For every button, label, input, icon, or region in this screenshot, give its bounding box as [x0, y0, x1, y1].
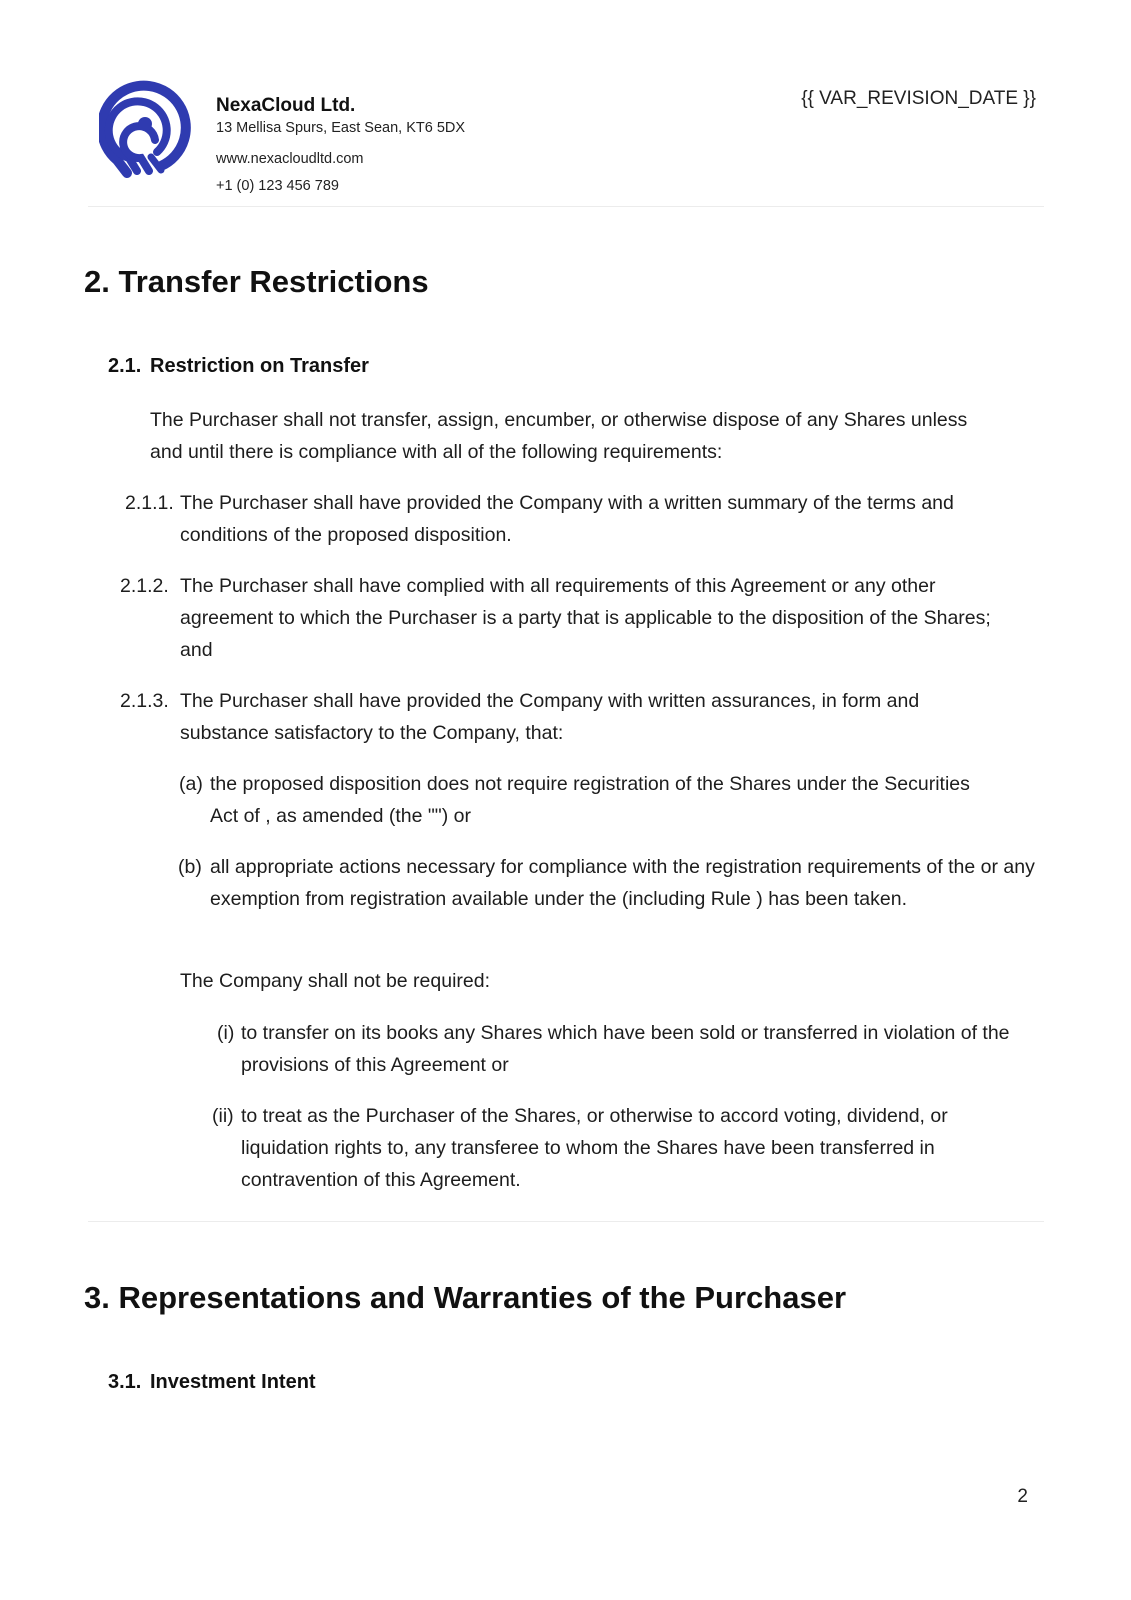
clause-marker: (a): [179, 773, 203, 795]
section-divider: [88, 1221, 1044, 1222]
subsection-3-1-heading: [108, 1371, 316, 1394]
clause-marker: 2.1.2.: [120, 575, 169, 597]
clause-marker: (i): [217, 1022, 235, 1044]
section-3-title: 3. Representations and Warranties of the Purchaser: [84, 1280, 847, 1315]
clause-text: The Purchaser shall have complied with all requirements of this Agreement or any other agreement to which the Purchaser is a party that is applicable to the disposition of the Shares; and: [180, 575, 991, 661]
clause-2-1-3-a: [179, 768, 980, 832]
clause-text: the proposed disposition does not require registration of the Shares under the Securities Act of , as amended (the "") or: [210, 773, 970, 827]
clause-marker: 2.1.3.: [120, 690, 169, 712]
subsection-3-1-title: Investment Intent: [150, 1371, 316, 1393]
clause-2-1-3-b: [178, 851, 1040, 915]
section-2-title: 2. Transfer Restrictions: [84, 264, 429, 299]
subsection-2-1-heading: [108, 355, 369, 378]
clause-text: The Purchaser shall have provided the Company with written assurances, in form and substance satisfactory to the Company, that:: [180, 690, 920, 744]
clause-marker: (b): [178, 856, 202, 878]
clause-text: to transfer on its books any Shares which have been sold or transferred in violation of the provisions of this Agreement or: [241, 1022, 1010, 1076]
company-website[interactable]: www.nexacloudltd.com: [216, 151, 364, 167]
clause-roman-i: [217, 1017, 1041, 1081]
clause-2-1-2: [120, 570, 1020, 666]
header-divider: [88, 206, 1044, 207]
company-name: NexaCloud Ltd.: [216, 95, 356, 116]
clause-2-1-1: [125, 487, 1040, 551]
clause-roman-ii: [212, 1100, 1031, 1196]
clause-marker: (ii): [212, 1105, 234, 1127]
page-number: 2: [1017, 1486, 1028, 1507]
clause-marker: 2.1.1.: [125, 492, 174, 514]
clause-text: all appropriate actions necessary for compliance with the registration requirements of the or any exemption from registration available under the (including Rule ) has been taken.: [210, 856, 1035, 910]
company-not-required-note: The Company shall not be required:: [180, 970, 491, 992]
subsection-3-1-number: 3.1.: [108, 1371, 142, 1393]
clause-text: to treat as the Purchaser of the Shares, or otherwise to accord voting, dividend, or liquidation rights to, any transferee to whom the Shares have been transferred in contravention of this Agreement.: [241, 1105, 948, 1191]
revision-date: {{ VAR_REVISION_DATE }}: [801, 88, 1036, 109]
company-phone: +1 (0) 123 456 789: [216, 178, 339, 194]
clause-text: The Purchaser shall have provided the Company with a written summary of the terms and conditions of the proposed disposition.: [180, 492, 954, 546]
company-address: 13 Mellisa Spurs, East Sean, KT6 5DX: [216, 120, 466, 136]
subsection-2-1-intro: The Purchaser shall not transfer, assign, encumber, or otherwise dispose of any Shares unless and until there is compliance with all of the following requirements:: [150, 409, 968, 463]
subsection-2-1-number: 2.1.: [108, 355, 142, 377]
subsection-2-1-title: Restriction on Transfer: [150, 355, 369, 377]
clause-2-1-3: [120, 685, 1010, 749]
company-info: [216, 94, 466, 194]
company-logo-icon: [99, 78, 191, 180]
